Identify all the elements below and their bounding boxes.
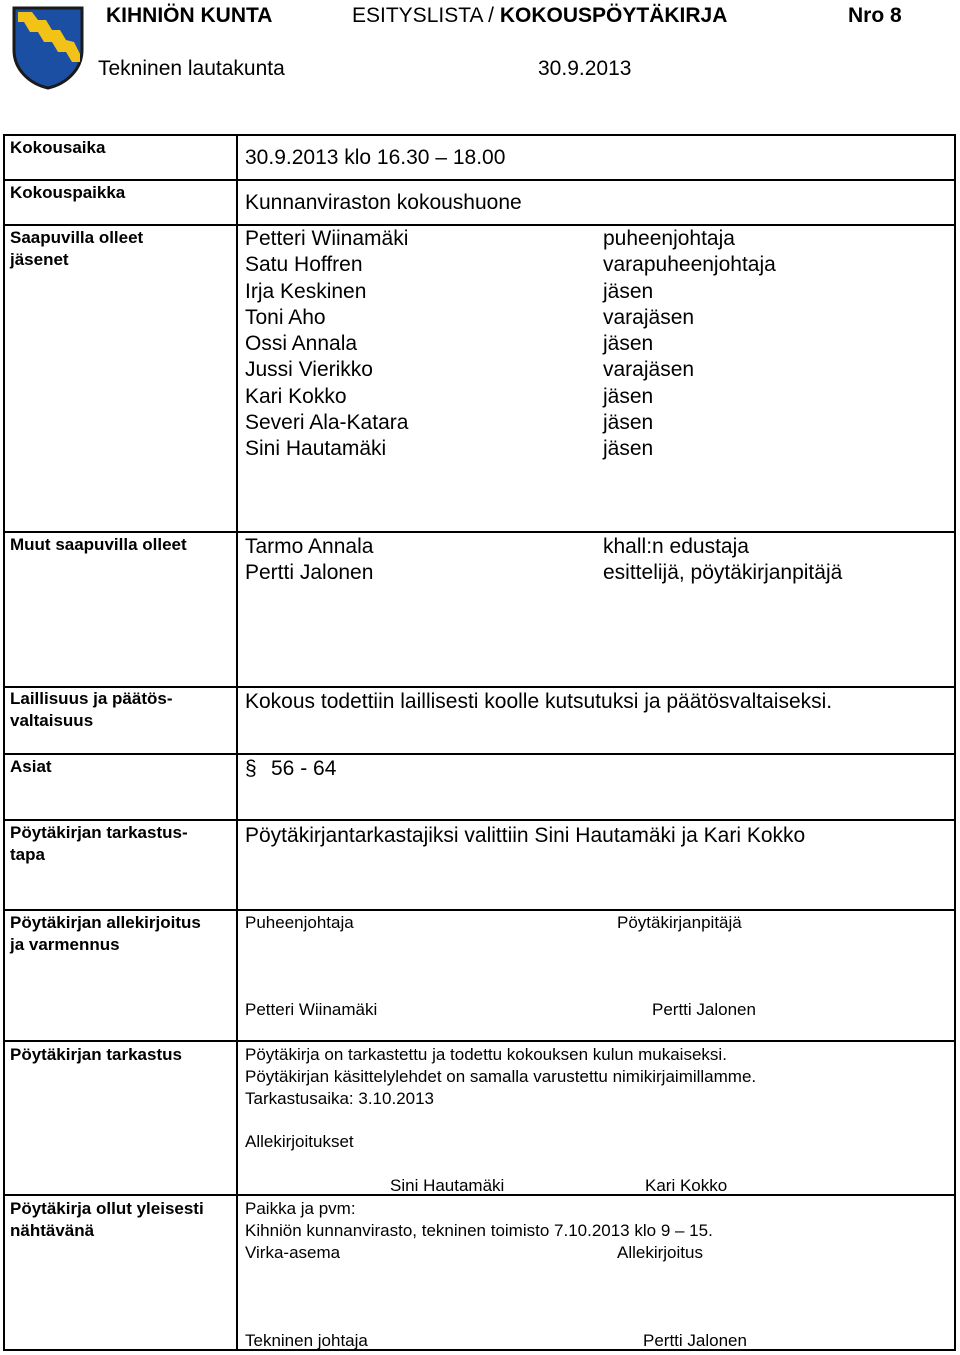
- signatures-label: Allekirjoitukset: [245, 1132, 354, 1151]
- members-label-line1: Saapuvilla olleet: [10, 228, 144, 247]
- chair-title: Puheenjohtaja: [245, 913, 354, 932]
- items-label: Asiat: [10, 757, 52, 776]
- legality-label-line2: valtaisuus: [10, 711, 94, 730]
- document-type: [352, 4, 727, 28]
- review-text: [245, 1044, 756, 1110]
- column-divider: [236, 134, 238, 1351]
- member-name: Severi Ala-Katara: [245, 411, 409, 435]
- meeting-time-value: 30.9.2013 klo 16.30 – 18.00: [245, 146, 506, 169]
- row-divider: [3, 1040, 956, 1042]
- member-name: Petteri Wiinamäki: [245, 227, 409, 250]
- review-method-label-line1: Pöytäkirjan tarkastus-: [10, 823, 188, 842]
- member-name: Ossi Annala: [245, 332, 358, 356]
- member-name: Satu Hoffren: [245, 253, 363, 277]
- member-role: varajäsen: [603, 305, 695, 329]
- row-divider: [3, 819, 956, 821]
- board-name: Tekninen lautakunta: [98, 57, 285, 80]
- public-position-label: Virka-asema: [245, 1243, 341, 1262]
- municipality-name: KIHNIÖN KUNTA: [106, 4, 273, 27]
- header-date: 30.9.2013: [538, 57, 632, 80]
- signing-label: [10, 912, 201, 956]
- meeting-place-label: Kokouspaikka: [10, 183, 126, 202]
- reviewer-signer-2: Kari Kokko: [645, 1176, 728, 1195]
- public-signature-label: Allekirjoitus: [617, 1243, 703, 1262]
- minutes-table: [3, 134, 956, 1351]
- review-method-label: [10, 822, 188, 866]
- public-signer: Pertti Jalonen: [643, 1331, 747, 1350]
- row-divider: [3, 753, 956, 755]
- municipality-crest-logo: [10, 4, 86, 90]
- members-label: [10, 227, 143, 271]
- others-label: Muut saapuvilla olleet: [10, 535, 187, 554]
- signing-label-line1: Pöytäkirjan allekirjoitus: [10, 913, 201, 932]
- public-label: [10, 1198, 204, 1242]
- public-place-value: Kihniön kunnanvirasto, tekninen toimisto 7.10.2013 klo 9 – 15.: [245, 1221, 713, 1240]
- row-divider: [3, 531, 956, 533]
- member-role: jäsen: [603, 279, 654, 303]
- legality-label: [10, 688, 173, 732]
- row-divider: [3, 224, 956, 226]
- document-type-prefix: ESITYSLISTA /: [352, 4, 500, 27]
- items-value: 56 - 64: [271, 757, 337, 780]
- member-role: jäsen: [603, 384, 654, 408]
- other-attendee-name: Pertti Jalonen: [245, 561, 374, 585]
- meeting-time-label: Kokousaika: [10, 138, 106, 157]
- reviewer-signer-1: Sini Hautamäki: [390, 1176, 505, 1195]
- member-name: Toni Aho: [245, 305, 326, 329]
- other-attendee-role: esittelijä, pöytäkirjanpitäjä: [603, 561, 843, 585]
- review-method-value: Pöytäkirjantarkastajiksi valittiin Sini Hautamäki ja Kari Kokko: [245, 824, 806, 847]
- meeting-place-value: Kunnanviraston kokoushuone: [245, 191, 522, 214]
- review-text-line3: Tarkastusaika: 3.10.2013: [245, 1089, 435, 1108]
- member-role: varapuheenjohtaja: [603, 253, 776, 277]
- document-type-bold: KOKOUSPÖYTÄKIRJA: [499, 4, 728, 27]
- row-divider: [3, 179, 956, 181]
- other-names-list: [245, 534, 373, 587]
- document-number: Nro 8: [848, 4, 902, 27]
- member-name: Irja Keskinen: [245, 279, 367, 303]
- members-label-line2: jäsenet: [10, 250, 69, 269]
- other-attendee-name: Tarmo Annala: [245, 535, 374, 558]
- member-name: Jussi Vierikko: [245, 358, 373, 382]
- member-role: varajäsen: [603, 358, 695, 382]
- member-name: Sini Hautamäki: [245, 437, 387, 461]
- secretary-title: Pöytäkirjanpitäjä: [617, 913, 742, 932]
- items-section-symbol: §: [245, 757, 257, 780]
- review-method-label-line2: tapa: [10, 845, 45, 864]
- member-role: jäsen: [603, 437, 654, 461]
- legality-label-line1: Laillisuus ja päätös-: [10, 689, 173, 708]
- other-roles-list: [603, 534, 842, 587]
- member-role: puheenjohtaja: [603, 227, 735, 250]
- member-name: Kari Kokko: [245, 384, 347, 408]
- member-roles-list: [603, 226, 776, 463]
- public-place-label: Paikka ja pvm:: [245, 1199, 356, 1218]
- signing-label-line2: ja varmennus: [10, 935, 120, 954]
- other-attendee-role: khall:n edustaja: [603, 535, 749, 558]
- public-label-line1: Pöytäkirja ollut yleisesti: [10, 1199, 204, 1218]
- chair-name: Petteri Wiinamäki: [245, 1000, 378, 1019]
- public-position-value: Tekninen johtaja: [245, 1331, 368, 1350]
- secretary-name: Pertti Jalonen: [652, 1000, 756, 1019]
- public-label-line2: nähtävänä: [10, 1221, 95, 1240]
- legality-value: Kokous todettiin laillisesti koolle kutsutuksi ja päätösvaltaiseksi.: [245, 690, 833, 713]
- review-text-line1: Pöytäkirja on tarkastettu ja todettu kokouksen kulun mukaiseksi.: [245, 1045, 727, 1064]
- member-names-list: [245, 226, 408, 463]
- member-role: jäsen: [603, 411, 654, 435]
- member-role: jäsen: [603, 332, 654, 356]
- review-text-line2: Pöytäkirjan käsittelylehdet on samalla varustettu nimikirjaimillamme.: [245, 1067, 757, 1086]
- review-label: Pöytäkirjan tarkastus: [10, 1045, 182, 1064]
- row-divider: [3, 909, 956, 911]
